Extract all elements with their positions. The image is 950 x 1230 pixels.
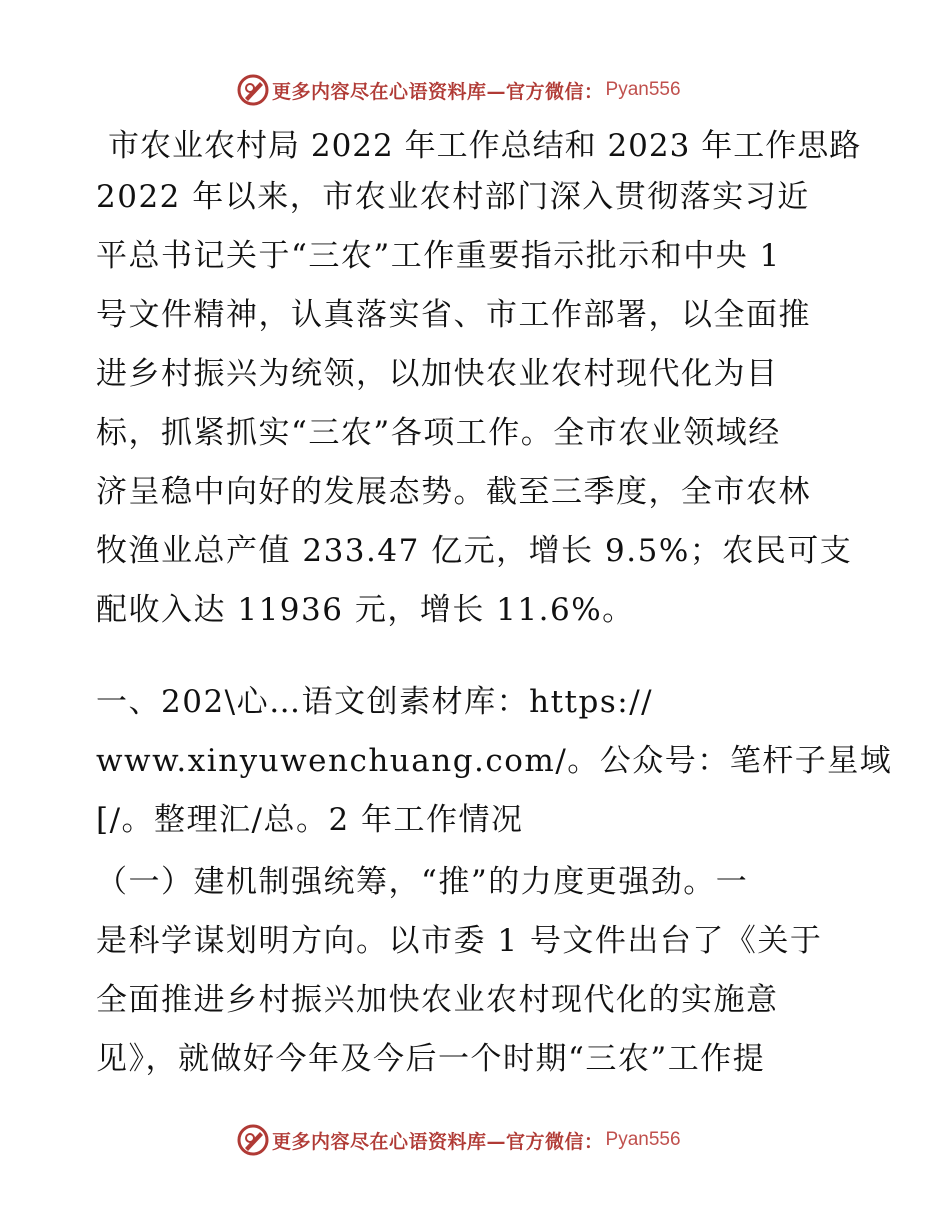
pen-logo-icon: [236, 73, 270, 107]
text-line: [/。整理汇/总。2 年工作情况: [96, 802, 524, 838]
text-line: 平总书记关于“三农”工作重要指示批示和中央 1: [96, 238, 781, 274]
header-watermark-banner: [236, 73, 681, 107]
pen-logo-icon: [236, 1123, 270, 1157]
page-title: 市农业农村局 2022 年工作总结和 2023 年工作思路: [108, 128, 862, 164]
text-line: 配收入达 11936 元，增长 11.6%。: [96, 592, 635, 628]
banner-main-text: 更多内容尽在心语资料库: [272, 80, 487, 103]
text-line: 2022 年以来，市农业农村部门深入贯彻落实习近: [96, 179, 810, 215]
text-line: 一、202\心…语文创素材库：https://: [96, 684, 654, 720]
text-line: （一）建机制强统筹，“推”的力度更强劲。一: [96, 864, 749, 900]
text-line: 是科学谋划明方向。以市委 1 号文件出台了《关于: [96, 923, 823, 959]
text-line: 济呈稳中向好的发展态势。截至三季度，全市农林: [96, 474, 811, 510]
banner-separator-text: —官方微信：: [486, 1130, 604, 1153]
banner-account-text: Pyan556: [605, 1129, 681, 1150]
text-line: 标，抓紧抓实“三农”各项工作。全市农业领域经: [96, 415, 781, 451]
text-line: 全面推进乡村振兴加快农业农村现代化的实施意: [96, 982, 779, 1018]
text-line: 见》，就做好今年及今后一个时期“三农”工作提: [96, 1041, 766, 1077]
paragraph-section-heading: [96, 673, 893, 850]
text-line: 号文件精神，认真落实省、市工作部署，以全面推: [96, 297, 811, 333]
banner-main-text: 更多内容尽在心语资料库: [272, 1130, 487, 1153]
paragraph-subsection: [96, 853, 856, 1089]
text-line: 牧渔业总产值 233.47 亿元，增长 9.5%；农民可支: [96, 533, 853, 569]
banner-account-text: Pyan556: [605, 79, 681, 100]
banner-separator-text: —官方微信：: [486, 80, 604, 103]
footer-watermark-banner: [236, 1123, 681, 1157]
text-line: 进乡村振兴为统领，以加快农业农村现代化为目: [96, 356, 779, 392]
text-line: www.xinyuwenchuang.com/。公众号：笔杆子星域: [96, 743, 893, 779]
paragraph-summary: [96, 168, 856, 640]
